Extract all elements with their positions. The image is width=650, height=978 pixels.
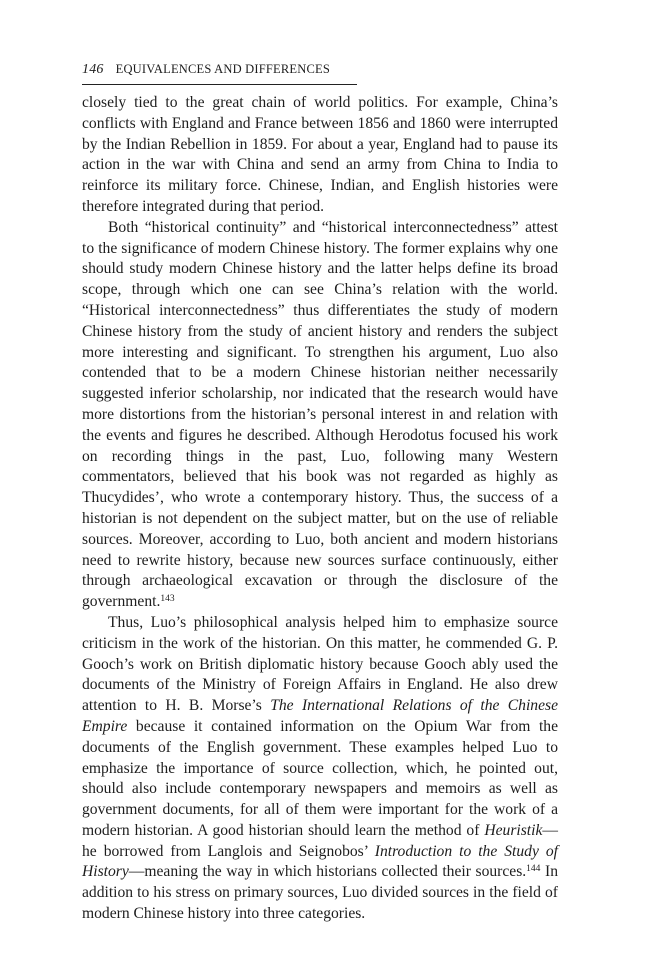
- running-title: EQUIVALENCES AND DIFFERENCES: [115, 62, 331, 76]
- body-text: [82, 93, 558, 925]
- paragraph-text: Both “historical continuity” and “historical interconnectedness” attest to the significance of modern Chinese history. The former explains why one should study modern Chinese history and the latter helps define its broad scope, through which one can see China’s relation with the world. “Historical interconnectedness” thus differentiates the study of modern Chinese history from the study of ancient history and renders the subject more interesting and significant. To strengthen his argument, Luo also contended that to be a modern Chinese historian neither necessarily suggested inferior scholarship, nor indicated that the research would have more distortions from the historian’s personal interest in and relation with the events and figures he described. Although Herodotus focused his work on recording things in the past, Luo, following many Western commentators, believed that his book was not regarded as highly as Thucydides’, who wrote a contemporary history. Thus, the success of a historian is not dependent on the subject matter, but on the use of reliable sources. Moreover, according to Luo, both ancient and modern historians need to rewrite history, because new sources surface continuously, either through archaeological excavation or through the disclosure of the government.: [82, 218, 558, 611]
- paragraph-text: In addition to his stress on primary sources, Luo divided sources in the field of modern Chinese history into three categories.: [82, 863, 558, 923]
- footnote-reference: 143: [160, 594, 175, 605]
- page-number: 146: [82, 62, 104, 77]
- paragraph-text: because it contained information on the Opium War from the documents of the English government. These examples helped Luo to emphasize the importance of source collection, which, he pointed out, should also include contemporary newspapers and memoirs as well as government documents, for all of them were important for the work of a modern historian. A good historian should learn the method of: [82, 717, 558, 839]
- paragraph: [82, 218, 558, 613]
- paragraph: [82, 613, 558, 925]
- paragraph-text: — he borrowed from Langlois and Seignobos’: [82, 821, 558, 860]
- paragraph-text: Thus, Luo’s philosophical analysis helped him to emphasize source criticism in the work of the historian. On this matter, he commended G. P. Gooch’s work on British diplomatic history because Gooch ably used the documents of the Ministry of Foreign Affairs in England. He also drew attention to H. B. Morse’s: [82, 613, 558, 715]
- paragraph-text: —meaning the way in which historians collected their sources.: [128, 863, 527, 881]
- paragraph: [82, 93, 558, 218]
- book-title-italic: The International Relations of the Chinese Empire: [82, 697, 559, 735]
- book-title-italic: Heuristik: [484, 821, 543, 839]
- footnote-reference: 144: [526, 864, 541, 875]
- running-head: [82, 62, 357, 85]
- book-page: [82, 62, 558, 925]
- paragraph-text: closely tied to the great chain of world politics. For example, China’s conflicts with England and France between 1856 and 1860 were interrupted by the Indian Rebellion in 1859. For about a year, England had to pause its action in the war with China and send an army from China to India to reinforce its military force. Chinese, Indian, and English histories were therefore integrated during that period.: [82, 94, 558, 215]
- book-title-italic: Introduction to the Study of History: [82, 842, 558, 881]
